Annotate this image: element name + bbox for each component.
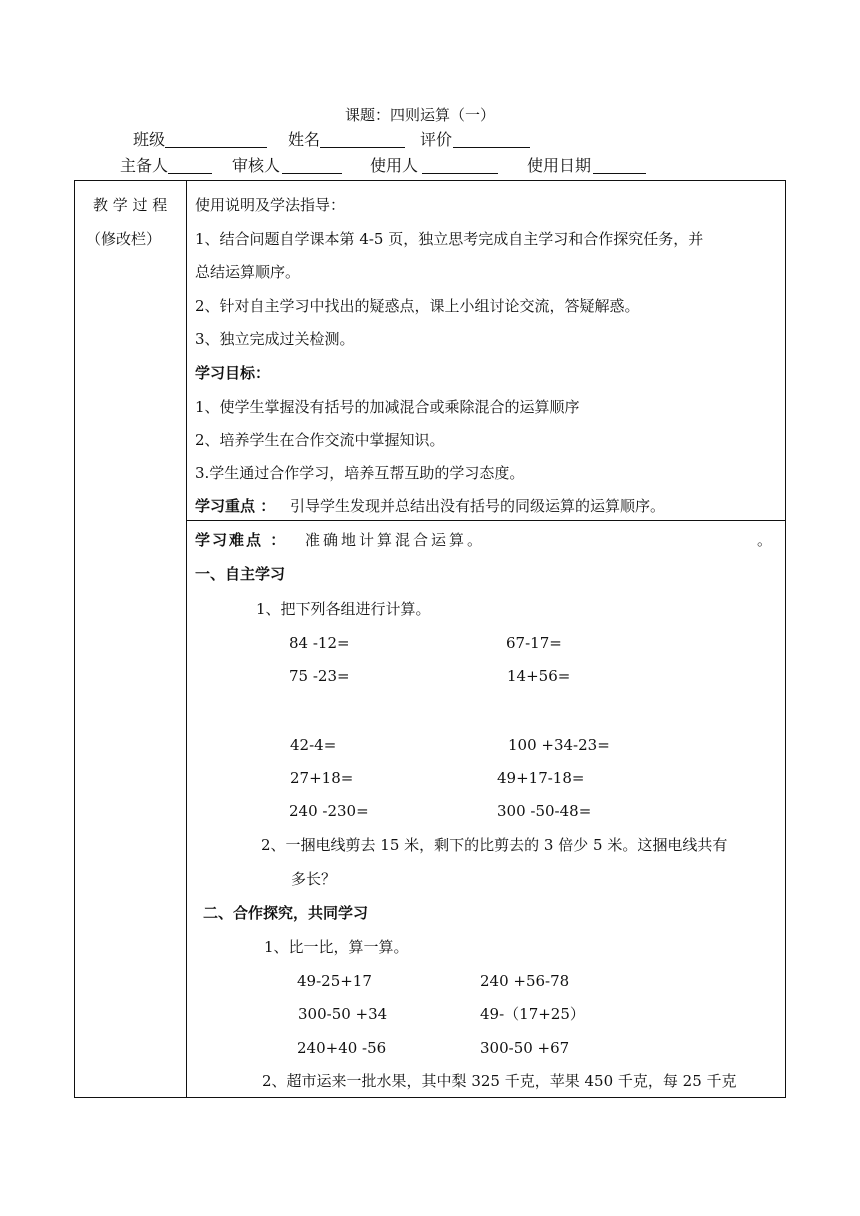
eval-label: 评价 bbox=[420, 130, 453, 149]
expr-right: 49-（17+25） bbox=[480, 1005, 585, 1023]
expr-right: 300-50 +67 bbox=[480, 1039, 570, 1057]
self-study-q1: 1、把下列各组进行计算。 bbox=[256, 600, 431, 618]
difficulty-label: 学习难点 ： bbox=[195, 531, 288, 549]
table-border-bottom bbox=[74, 1097, 786, 1098]
coop-heading: 二、合作探究，共同学习 bbox=[203, 904, 369, 922]
self-study-q2-line-2: 多长？ bbox=[291, 870, 337, 888]
reviewer-label: 审核人 bbox=[232, 156, 281, 175]
class-field[interactable] bbox=[165, 147, 267, 148]
goal-3: 3.学生通过合作学习，培养互帮互助的学习态度。 bbox=[195, 464, 525, 482]
table-border-right bbox=[785, 180, 786, 1098]
key-point-label: 学习重点 ： bbox=[195, 497, 276, 515]
expr-right: 100 +34-23= bbox=[508, 736, 610, 754]
coop-q1: 1、比一比，算一算。 bbox=[264, 938, 409, 956]
instructions-heading: 使用说明及学法指导： bbox=[195, 196, 346, 214]
page-title: 课题：四则运算（一） bbox=[345, 106, 496, 124]
name-label: 姓名 bbox=[288, 130, 321, 149]
self-study-heading: 一、自主学习 bbox=[195, 565, 286, 583]
expr-left: 42-4= bbox=[290, 736, 337, 754]
difficulty-trailing-mark: 。 bbox=[757, 531, 773, 549]
expr-left: 75 -23= bbox=[289, 667, 350, 685]
preparer-label: 主备人 bbox=[120, 156, 169, 175]
expr-left: 49-25+17 bbox=[297, 972, 372, 990]
expr-left: 240 -230= bbox=[289, 802, 369, 820]
expr-left: 300-50 +34 bbox=[298, 1005, 388, 1023]
expr-right: 240 +56-78 bbox=[480, 972, 570, 990]
preparer-field[interactable] bbox=[168, 173, 212, 174]
key-point-text: 引导学生发现并总结出没有括号的同级运算的运算顺序。 bbox=[290, 497, 666, 515]
coop-q2: 2、超市运来一批水果，其中梨 325 千克，苹果 450 千克，每 25 千克 bbox=[262, 1072, 737, 1090]
expr-left: 27+18= bbox=[290, 769, 354, 787]
user-field[interactable] bbox=[422, 173, 498, 174]
expr-left: 240+40 -56 bbox=[297, 1039, 387, 1057]
name-field[interactable] bbox=[320, 147, 405, 148]
reviewer-field[interactable] bbox=[282, 173, 342, 174]
user-label: 使用人 bbox=[370, 156, 419, 175]
expr-left: 84 -12= bbox=[289, 634, 350, 652]
date-label: 使用日期 bbox=[527, 156, 592, 175]
goals-heading: 学习目标： bbox=[195, 364, 271, 382]
expr-right: 14+56= bbox=[507, 667, 571, 685]
goal-1: 1、使学生掌握没有括号的加减混合或乘除混合的运算顺序 bbox=[195, 398, 580, 416]
date-field[interactable] bbox=[593, 173, 646, 174]
instruction-3: 3、独立完成过关检测。 bbox=[195, 330, 355, 348]
class-label: 班级 bbox=[133, 130, 166, 149]
self-study-q2-line-1: 2、一捆电线剪去 15 米，剩下的比剪去的 3 倍少 5 米。这捆电线共有 bbox=[261, 836, 728, 854]
row-divider bbox=[186, 520, 786, 521]
revision-label: （修改栏） bbox=[86, 230, 162, 248]
table-border-left bbox=[74, 180, 75, 1098]
expr-right: 67-17= bbox=[506, 634, 562, 652]
process-label: 教 学 过 程 bbox=[93, 196, 168, 214]
instruction-2: 2、针对自主学习中找出的疑惑点，课上小组讨论交流，答疑解惑。 bbox=[195, 297, 640, 315]
instruction-1-line-1: 1、结合问题自学课本第 4-5 页，独立思考完成自主学习和合作探究任务，并 bbox=[195, 230, 704, 248]
eval-field[interactable] bbox=[453, 147, 530, 148]
instruction-1-line-2: 总结运算顺序。 bbox=[195, 263, 301, 281]
expr-right: 49+17-18= bbox=[497, 769, 585, 787]
difficulty-text: 准确地计算混合运算。 bbox=[305, 531, 486, 549]
goal-2: 2、培养学生在合作交流中掌握知识。 bbox=[195, 431, 445, 449]
expr-right: 300 -50-48= bbox=[497, 802, 592, 820]
table-border-top bbox=[74, 180, 786, 181]
column-divider bbox=[186, 180, 187, 1098]
